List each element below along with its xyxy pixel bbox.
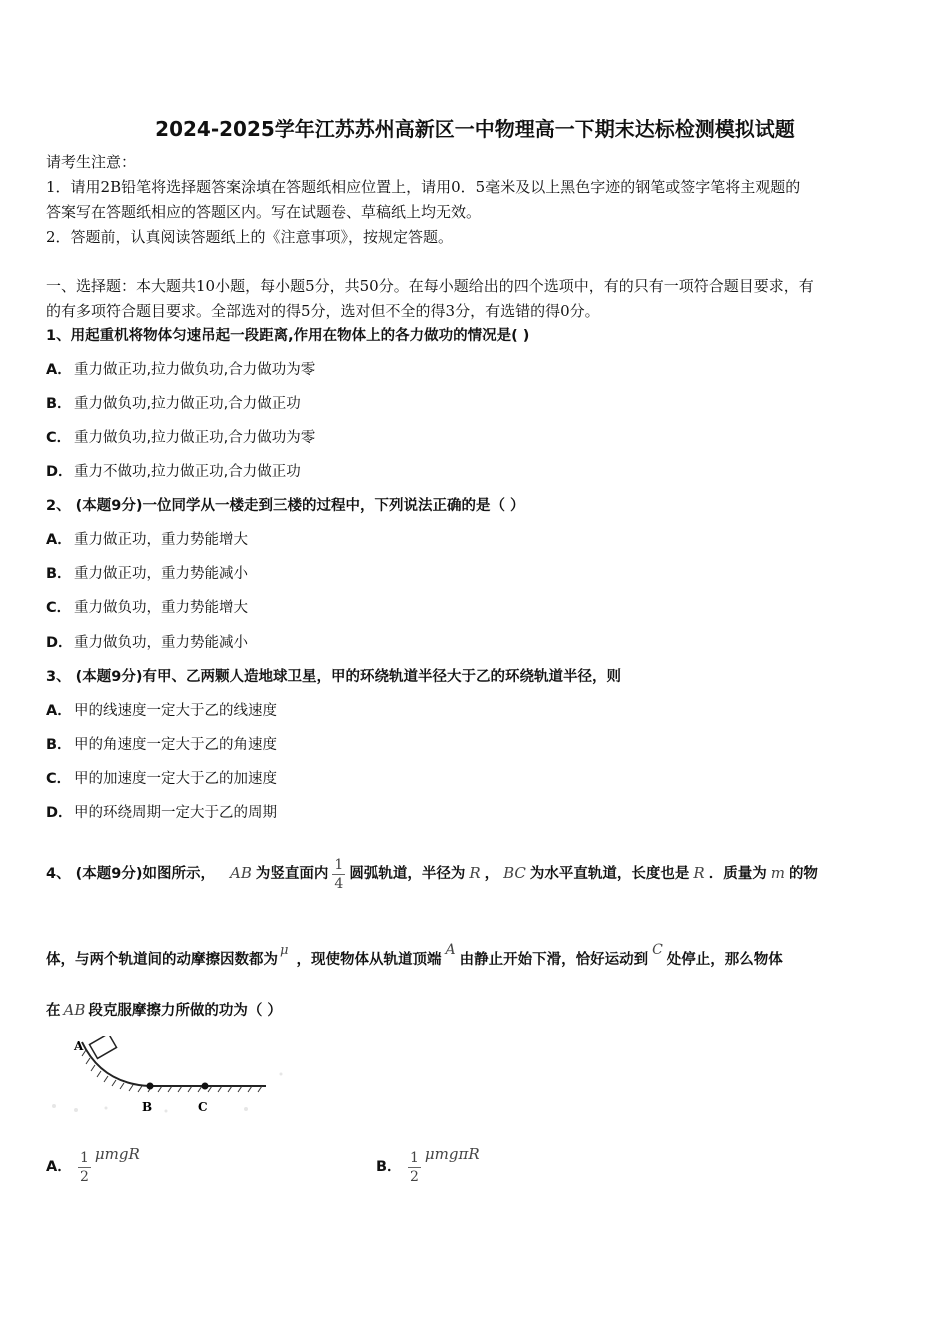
option-text: 重力做负功，重力势能增大 [74,600,248,616]
q4-text: 由静止开始下滑，恰好运动到 [459,952,649,968]
fraction-half [78,1149,91,1186]
option-text: 重力不做功,拉力做正功,合力做正功 [74,464,301,480]
notice-heading: 请考生注意： [46,153,137,171]
figure-shading [52,1073,283,1113]
page-title: 2024-2025学年江苏苏州高新区一中物理高一下期末达标检测模拟试题 [155,117,795,141]
math-bc: BC [503,864,526,882]
question-2-option-c [46,599,248,617]
section-instructions-line-1: 一、选择题：本大题共10小题，每小题5分，共50分。在每小题给出的四个选项中，有的只有一项符合题目要求，有 [46,277,814,295]
fraction-denominator: 2 [80,1168,89,1185]
question-3-option-c [46,770,277,788]
fraction-half [408,1149,421,1186]
question-3-option-b [46,736,277,754]
math-c: C [652,942,663,958]
option-text: 重力做负功,拉力做正功,合力做功为零 [74,430,316,446]
point-b-dot [147,1083,154,1090]
option-text: 甲的线速度一定大于乙的线速度 [74,703,277,719]
question-3-option-d [46,804,277,822]
q4-text: 的物 [788,866,818,882]
option-text: 重力做正功，重力势能增大 [74,532,248,548]
question-3-stem: 3、 (本题9分)有甲、乙两颗人造地球卫星，甲的环绕轨道半径大于乙的环绕轨道半径，则 [46,669,621,685]
question-2-stem: 2、 (本题9分)一位同学从一楼走到三楼的过程中，下列说法正确的是（ ） [46,498,525,514]
option-label: A． [46,703,72,719]
notice-item-1-line-2: 答案写在答题纸相应的答题区内。写在试题卷、草稿纸上均无效。 [46,203,482,221]
option-label: B． [46,396,72,412]
notice-item-1-line-1: 1．请用2B铅笔将选择题答案涂填在答题纸相应位置上，请用0．5毫米及以上黑色字迹的钢笔或签字笔将主观题的 [46,178,801,196]
question-4-option-a [46,1142,140,1191]
q4-text: 4、 (本题9分)如图所示， [46,866,215,882]
math-a: A [445,942,456,958]
math-ab: AB [63,1001,86,1019]
point-c-dot [202,1083,209,1090]
math-r: R [693,864,705,882]
option-label: C． [46,600,72,616]
option-label: D． [46,464,73,480]
notice-item-2: 2．答题前，认真阅读答题纸上的《注意事项》，按规定答题。 [46,228,454,246]
question-2-option-d [46,634,248,652]
option-label: D． [46,805,73,821]
q4-text: 体，与两个轨道间的动摩擦因数都为 [46,952,278,968]
question-1-option-d [46,463,301,481]
option-text: 重力做正功，重力势能减小 [74,566,248,582]
option-text: 重力做负功，重力势能减小 [74,635,248,651]
option-text: 甲的环绕周期一定大于乙的周期 [74,805,277,821]
math-mu: μ [280,943,289,958]
question-3-option-a [46,702,277,720]
option-label: D． [46,635,73,651]
question-2-option-b [46,565,248,583]
option-label: A． [46,532,72,548]
figure-label-c: C [198,1100,208,1114]
option-label: A． [46,1159,72,1175]
question-1-option-c [46,429,315,447]
option-expression: μmgR [94,1145,140,1163]
fraction-denominator: 4 [334,875,344,892]
option-label: A． [46,362,72,378]
option-label: B． [46,566,72,582]
q4-text: 在 [46,1003,61,1019]
question-1-option-a [46,361,315,379]
option-text: 重力做正功,拉力做负功,合力做功为零 [74,362,316,378]
question-2-option-a [46,531,248,549]
q4-text: 圆弧轨道，半径为 [349,866,466,882]
question-4-option-b [376,1142,480,1191]
option-label: C． [46,430,72,446]
option-label: C． [46,771,72,787]
fraction-numerator: 1 [334,856,344,873]
question-4-stem-line-2 [46,942,783,970]
q4-text: 处停止，那么物体 [666,952,783,968]
question-4-stem-line-1 [46,846,818,901]
figure-label-b: B [142,1100,153,1114]
math-r: R [469,864,481,882]
option-label: B． [46,737,72,753]
block [89,1036,116,1058]
figure-label-a: A [74,1039,84,1053]
track-figure [46,1036,296,1116]
option-label: B． [376,1159,402,1175]
q4-text: 为水平直轨道，长度也是 [529,866,690,882]
fraction-denominator: 2 [410,1168,419,1185]
math-ab: AB [230,864,252,882]
q4-text: 段克服摩擦力所做的功为（ ） [88,1003,282,1019]
math-m: m [770,864,785,882]
q4-text: ， [484,866,500,882]
option-text: 甲的角速度一定大于乙的角速度 [74,737,277,753]
question-4-stem-line-3 [46,1001,282,1020]
fraction-numerator: 1 [80,1149,89,1166]
section-instructions-line-2: 的有多项符合题目要求。全部选对的得5分，选对但不全的得3分，有选错的得0分。 [46,302,600,320]
question-1-stem: 1、用起重机将物体匀速吊起一段距离,作用在物体上的各力做功的情况是( ) [46,328,530,344]
question-1-option-b [46,395,301,413]
option-expression: μmgπR [424,1145,480,1163]
q4-text: 为竖直面内 [255,866,329,882]
q4-text: ，现使物体从轨道顶端 [296,952,442,968]
q4-text: ．质量为 [708,866,767,882]
option-text: 重力做负功,拉力做正功,合力做正功 [74,396,301,412]
fraction-numerator: 1 [410,1149,419,1166]
fraction-quarter [332,856,345,893]
option-text: 甲的加速度一定大于乙的加速度 [74,771,277,787]
